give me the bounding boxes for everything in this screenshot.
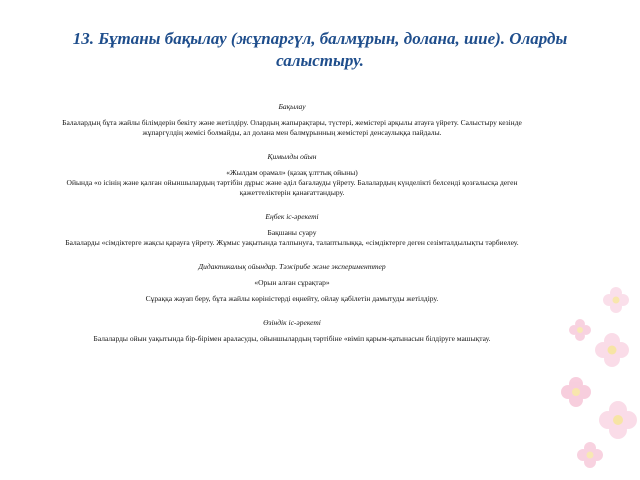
slide-body [48, 102, 536, 344]
slide-title: 13. Бұтаны бақылау (жұпаргүл, балмұрын, долана, шие). Оларды салыстыру. [72, 29, 568, 70]
section-text-labor: Балаларды «сімдіктерге жақсы қарауға үйрету. Жұмыс уақытында талпынуға, талаптылыққа, «сімдіктерге деген сезімталдылықты тәрбиелеу. [65, 238, 519, 247]
flower-icon [599, 401, 637, 439]
section-heading-active-game: Қимылды ойын [267, 152, 317, 161]
section-sub-active-game: «Жылдам орамал» (қазақ ұлттық ойыны) [226, 168, 358, 177]
flower-icon [603, 287, 629, 313]
section-heading-observation: Бақылау [278, 102, 306, 111]
decorative-flowers [520, 0, 640, 480]
section-text-independent: Балаларды ойын уақытында бір-бірімен араласуды, ойыншылардың тәртібіне «віміп қарым-қатынасын білдіруге машықтау. [93, 334, 491, 343]
section-text-active-game: Ойында «о ісінің және қалған ойыншылардың тәртібін дұрыс және әділ бағалауды үйрету. Балалардың күнделікті белсенді қозғалысқа деген қажеттеліктерін қанағаттандыру. [66, 178, 518, 197]
section-text-observation: Балалардың бұта жайлы білімдерін бекіту және жетілдіру. Олардың жапырақтары, түстері, жемістері арқылы атауға үйрету. Салыстыру кезінде жұпаргүлдің жемісі болмайды, ал долана мен балмұрынның жемістері денсаулыққа пайдалы. [62, 118, 522, 137]
section-heading-didactic: Дидактикалық ойындар. Тәжірибе және эксперименттер [198, 262, 386, 271]
section-text-didactic: Сұраққа жауап беру, бұта жайлы көріністерді еңнейту, ойлау қабілетін дамытуды жетілдіру. [145, 294, 439, 303]
flower-icon [569, 319, 591, 341]
section-sub-didactic: «Орын алған сұрақтар» [254, 278, 330, 287]
flower-icon [595, 333, 629, 367]
flower-icon [561, 377, 591, 407]
flower-icon [577, 442, 603, 468]
section-sub-labor: Бақшаны суару [267, 228, 317, 237]
section-heading-labor: Еңбек іс-әрекеті [265, 212, 319, 221]
section-heading-independent: Өзіндік іс-әрекеті [263, 318, 321, 327]
